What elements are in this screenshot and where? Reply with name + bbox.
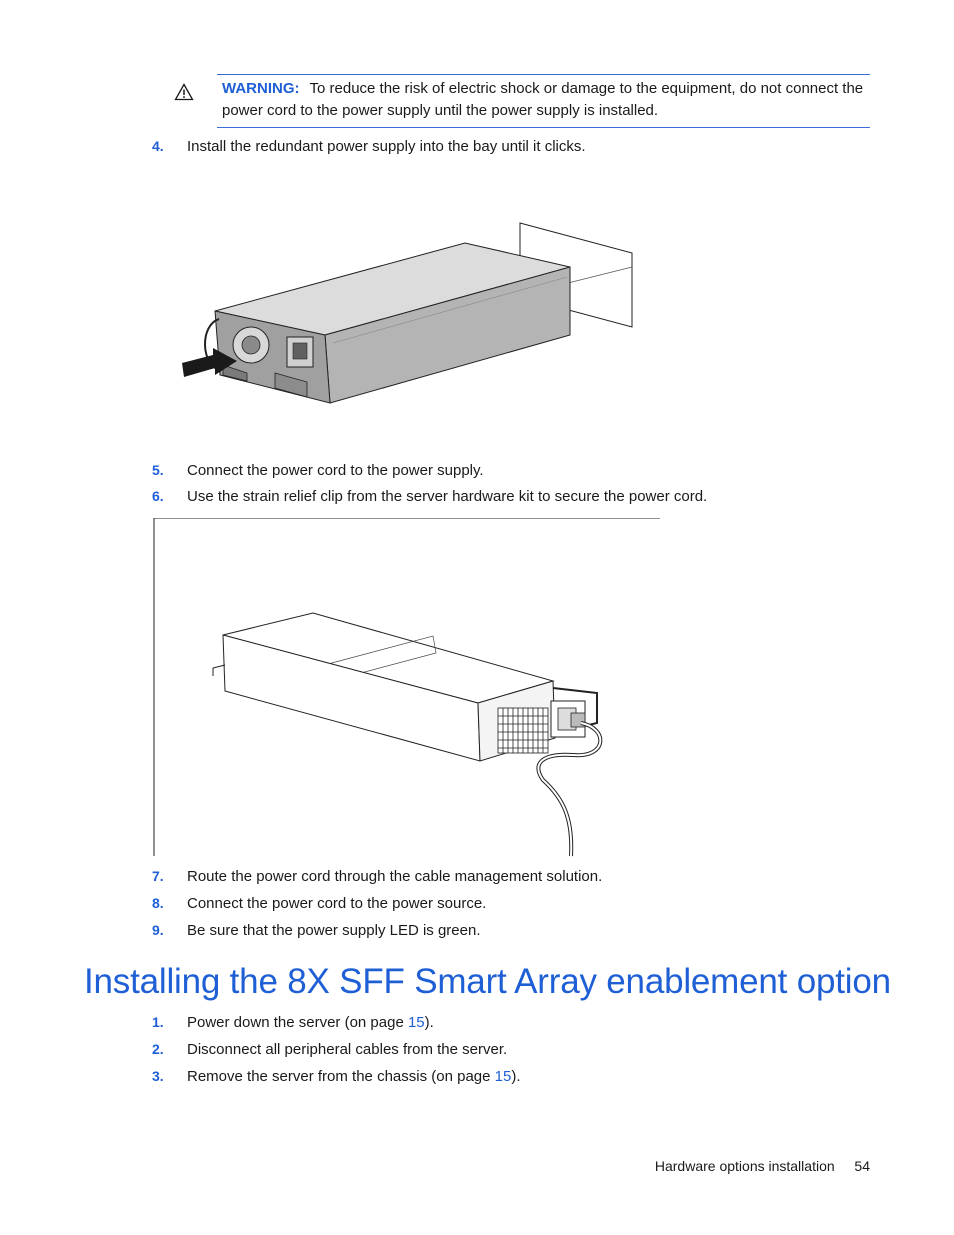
step-text: Disconnect all peripheral cables from the server. xyxy=(187,1041,508,1058)
step-text: Install the redundant power supply into the bay until it clicks. xyxy=(187,138,586,155)
step-number: 9. xyxy=(152,922,164,938)
warning-message: To reduce the risk of electric shock or damage to the equipment, do not connect the power cord to the power supply until the power supply is installed. xyxy=(222,80,864,119)
page-number: 54 xyxy=(854,1158,870,1174)
step-text: Be sure that the power supply LED is green. xyxy=(187,922,481,939)
power-supply-insertion-illustration xyxy=(175,215,640,415)
step-text-part: Remove the server from the chassis (on page xyxy=(187,1068,495,1085)
page-link[interactable]: 15 xyxy=(407,1014,425,1031)
step-text: Connect the power cord to the power source. xyxy=(187,895,487,912)
step-text: Use the strain relief clip from the server hardware kit to secure the power cord. xyxy=(187,488,708,505)
step-number: 4. xyxy=(152,138,164,154)
step-number: 1. xyxy=(152,1014,164,1030)
footer-section: Hardware options installation xyxy=(654,1158,835,1174)
warning-text xyxy=(222,78,870,121)
power-cord-strain-relief-illustration xyxy=(153,518,663,858)
page-footer xyxy=(655,1158,870,1174)
step-text: Connect the power cord to the power supply. xyxy=(187,462,484,479)
step-text-part: Power down the server (on page xyxy=(187,1014,408,1031)
step-text-part: ). xyxy=(424,1014,434,1031)
step-number: 5. xyxy=(152,462,164,478)
step-number: 6. xyxy=(152,488,164,504)
step-number: 3. xyxy=(152,1068,164,1084)
step-text: Route the power cord through the cable management solution. xyxy=(187,868,603,885)
warning-triangle-icon xyxy=(174,83,194,101)
section-heading: Installing the 8X SFF Smart Array enablement option xyxy=(84,962,891,1001)
step-number: 8. xyxy=(152,895,164,911)
step-number: 7. xyxy=(152,868,164,884)
step-number: 2. xyxy=(152,1041,164,1057)
step-text-part: ). xyxy=(511,1068,521,1085)
page-link[interactable]: 15 xyxy=(494,1068,512,1085)
warning-label: WARNING: xyxy=(222,80,300,97)
step-text xyxy=(187,1012,434,1033)
step-text xyxy=(187,1066,521,1087)
